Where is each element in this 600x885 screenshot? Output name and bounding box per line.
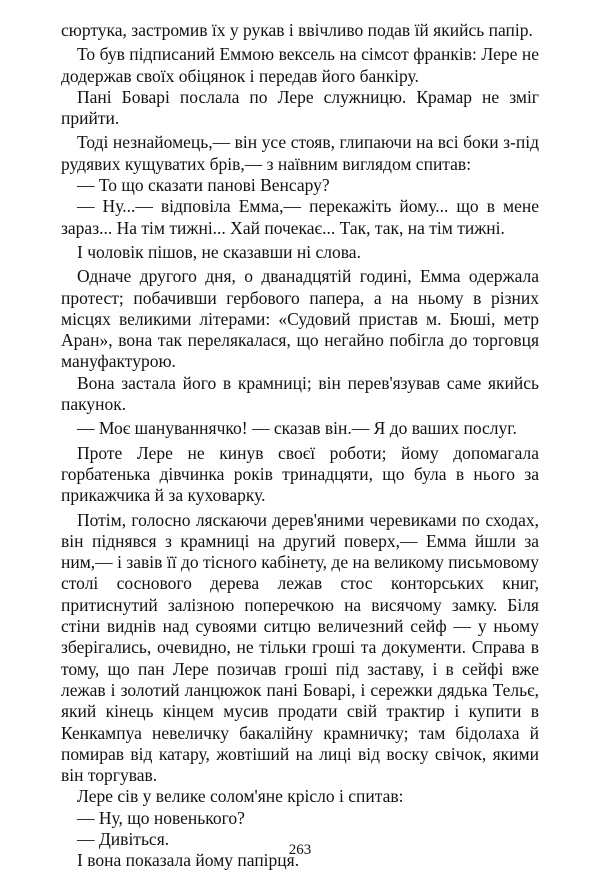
paragraph: — Ну, що новенького? [77,807,245,828]
paragraph: — Ну...— відповіла Емма,— перекажіть йому... що в мене зараз... На тім тижні... Хай почекає... Так, так, на тім тижні. [61,196,539,238]
paragraph: Тоді незнайомець,— він усе стояв, глипаючи на всі боки з-під рудявих кущуватих брів,— з наївним виглядом спитав: [61,132,539,174]
paragraph: Одначе другого дня, о дванадцятій годині, Емма одержала протест; побачивши гербового папера, а на ньому в різних місцях великими літерами: «Судовий пристав м. Бюші, метр Аран», вона так перелякалася, що негайно побігла до торговця мануфактурою. [61,266,539,372]
paragraph: — То що сказати панові Венсару? [77,175,330,196]
paragraph: сюртука, застромив їх у рукав і ввічливо подав їй якийсь папір. [61,20,533,40]
paragraph: Проте Лере не кинув своєї роботи; йому допомагала горбатенька дівчинка років тринадцяти, що була в нього за прикажчика й за куховарку. [61,442,539,506]
paragraph: — Дивіться. [77,828,170,849]
page-number: 263 [288,842,312,858]
paragraph: То був підписаний Еммою вексель на сімсот франків: Лере не додержав своїх обіцянок і передав його банкіру. [61,44,539,86]
paragraph: І чоловік пішов, не сказавши ні слова. [77,241,361,262]
paragraph: І вона показала йому папірця. [77,850,300,871]
body-text [61,20,539,872]
paragraph: Потім, голосно ляскаючи дерев'яними черевиками по сходах, він піднявся з крамниці на другий поверх,— Емма йшли за ним,— і завів її до тісного кабінету, де на великому письмовому столі соснового дерева лежав стос конторських книг, притиснутий залізною поперечкою на висячому замку. Біля стіни виднів над сувоями ситцю величезний сейф — у ньому зберігались, очевидно, не тільки гроші та документи. Справа в тому, що пан Лере позичав гроші під заставу, і в сейфі вже лежав і золотий ланцюжок пані Боварі, і сережки дядька Тельє, який кінець кінцем мусив продати свій трактир і купити в Кенкампуа невеличку бакалійну крамничку; там бідолаха й помирав від катару, жовтіший на лиці від воску свічок, якими він торгував. [61,509,539,786]
paragraph: Вона застала його в крамниці; він перев'язував саме якийсь пакунок. [61,372,539,415]
paragraph: Пані Боварі послала по Лере служницю. Крамар не зміг прийти. [61,86,539,129]
paragraph: — Моє шануваннячко! — сказав він.— Я до ваших послуг. [77,418,517,439]
paragraph: Лере сів у велике солом'яне крісло і спитав: [77,786,404,807]
